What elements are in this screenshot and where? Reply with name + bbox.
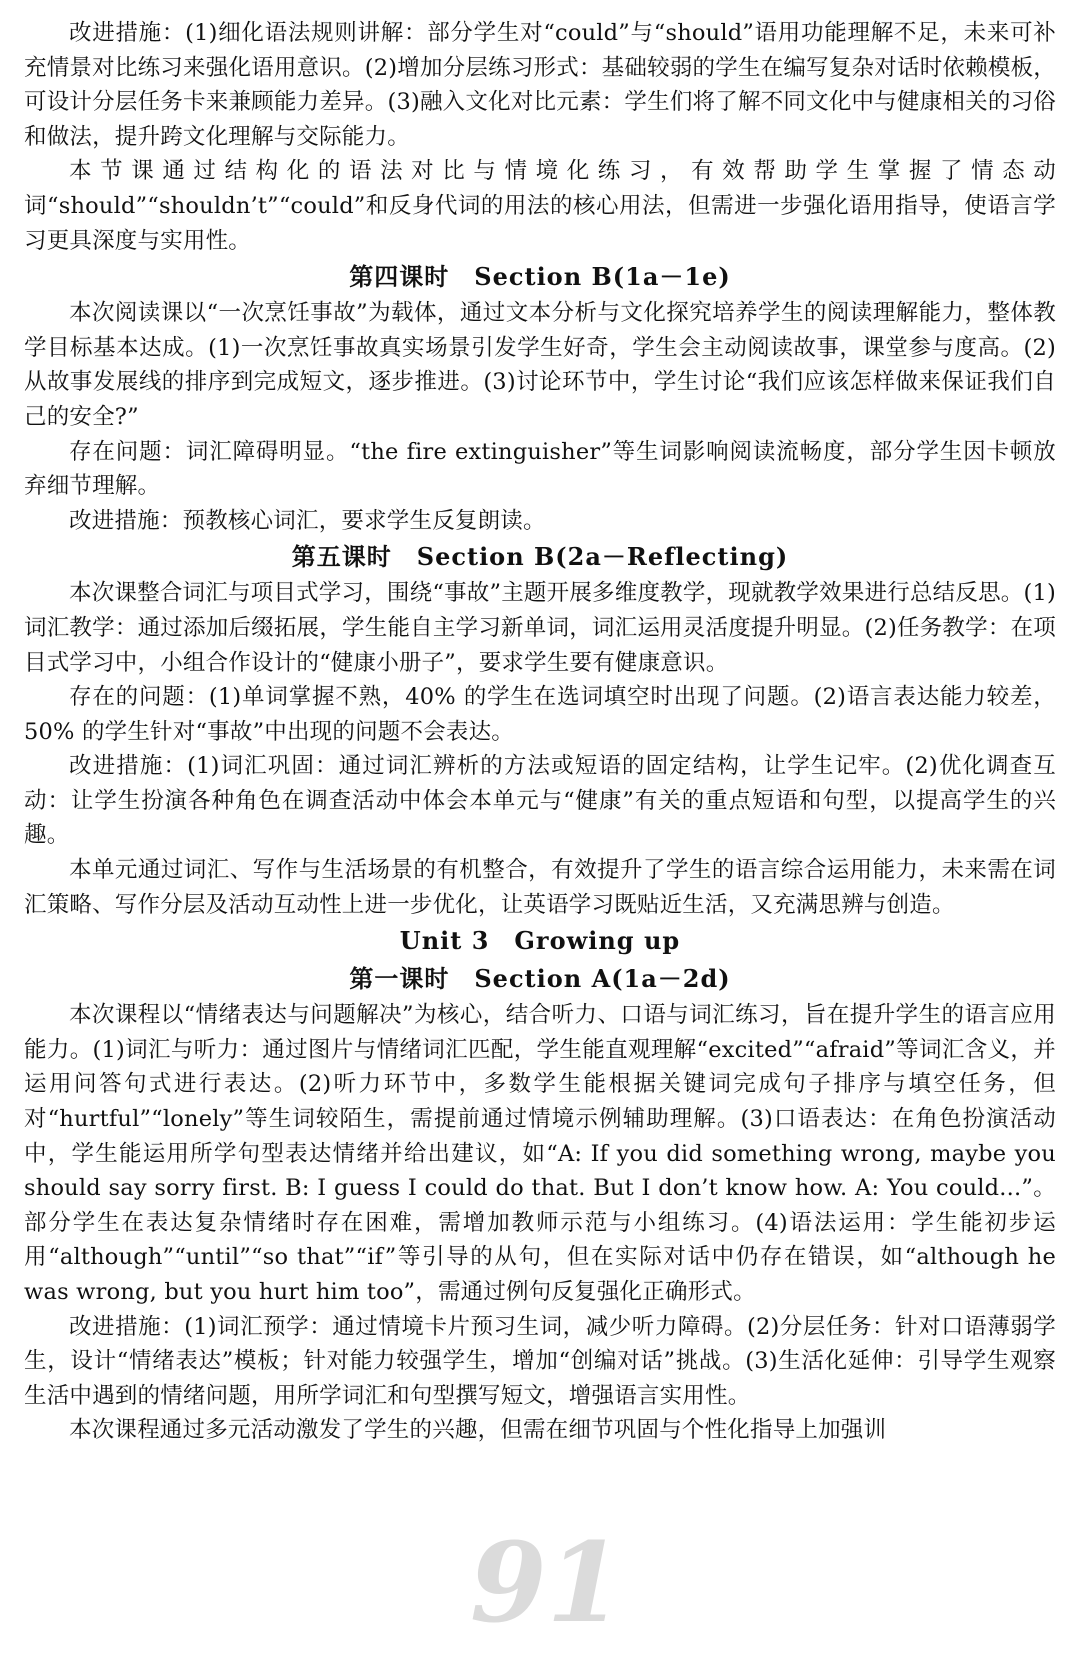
para-unit-3-lesson-1-measures: 改进措施：(1)词汇预学：通过情境卡片预习生词，减少听力障碍。(2)分层任务：针对口语薄弱学生，设计“情绪表达”模板；针对能力较强学生，增加“创编对话”挑战。(3)生活化延伸：引导学生观察生活中遇到的情绪问题，用所学词汇和句型撰写短文，增强语言实用性。 [24,1313,1056,1409]
document-page [24,16,1056,1448]
para-summary-section-a: 本节课通过结构化的语法对比与情境化练习，有效帮助学生掌握了情态动词“should”“shouldn’t”“could”和反身代词的用法的核心用法，但需进一步强化语用指导，使语言学习更具深度与实用性。 [24,158,1056,254]
page-number-watermark: 91 [470,1518,624,1647]
para-lesson-5-intro: 本次课整合词汇与项目式学习，围绕“事故”主题开展多维度教学，现就教学效果进行总结反思。(1)词汇教学：通过添加后缀拓展，学生能自主学习新单词，词汇运用灵活度提升明显。(2)任务教学：在项目式学习中，小组合作设计的“健康小册子”，要求学生要有健康意识。 [24,580,1056,676]
para-unit-summary: 本单元通过词汇、写作与生活场景的有机整合，有效提升了学生的语言综合运用能力，未来需在词汇策略、写作分层及活动互动性上进一步优化，让英语学习既贴近生活，又充满思辨与创造。 [24,857,1056,918]
para-lesson-4-problems: 存在问题：词汇障碍明显。“the fire extinguisher”等生词影响阅读流畅度，部分学生因卡顿放弃细节理解。 [24,438,1056,500]
para-lesson-5-measures: 改进措施：(1)词汇巩固：通过词汇辨析的方法或短语的固定结构，让学生记牢。(2)优化调查互动：让学生扮演各种角色在调查活动中体会本单元与“健康”有关的重点短语和句型，以提高学生的兴趣。 [24,753,1056,849]
heading-unit-3-lesson-1: 第一课时 Section A(1a－2d) [349,964,731,994]
heading-lesson-5: 第五课时 Section B(2a－Reflecting) [291,542,789,572]
para-lesson-5-problems: 存在的问题：(1)单词掌握不熟，40% 的学生在选词填空时出现了问题。(2)语言表达能力较差，50% 的学生针对“事故”中出现的问题不会表达。 [24,684,1056,745]
heading-unit-3: Unit 3 Growing up [399,926,681,956]
para-lesson-4-intro: 本次阅读课以“一次烹饪事故”为载体，通过文本分析与文化探究培养学生的阅读理解能力，整体教学目标基本达成。(1)一次烹饪事故真实场景引发学生好奇，学生会主动阅读故事，课堂参与度高。(2)从故事发展线的排序到完成短文，逐步推进。(3)讨论环节中，学生讨论“我们应该怎样做来保证我们自己的安全?” [24,300,1056,430]
para-improvement-measures-1: 改进措施：(1)细化语法规则讲解：部分学生对“could”与“should”语用功能理解不足，未来可补充情景对比练习来强化语用意识。(2)增加分层练习形式：基础较弱的学生在编写复杂对话时依赖模板，可设计分层任务卡来兼顾能力差异。(3)融入文化对比元素：学生们将了解不同文化中与健康相关的习俗和做法，提升跨文化理解与交际能力。 [24,20,1056,150]
para-unit-3-lesson-1-intro: 本次课程以“情绪表达与问题解决”为核心，结合听力、口语与词汇练习，旨在提升学生的语言应用能力。(1)词汇与听力：通过图片与情绪词汇匹配，学生能直观理解“excited”“afraid”等词汇含义，并运用问答句式进行表达。(2)听力环节中，多数学生能根据关键词完成句子排序与填空任务，但对“hurtful”“lonely”等生词较陌生，需提前通过情境示例辅助理解。(3)口语表达：在角色扮演活动中，学生能运用所学句型表达情绪并给出建议，如“A: If you did something wrong, maybe you should say sorry first. B: I guess I could do that. But I don’t know how. A: You could...”。部分学生在表达复杂情绪时存在困难，需增加教师示范与小组练习。(4)语法运用：学生能初步运用“although”“until”“so that”“if”等引导的从句，但在实际对话中仍存在错误，如“although he was wrong, but you hurt him too”，需通过例句反复强化正确形式。 [24,1002,1056,1305]
para-unit-3-lesson-1-summary: 本次课程通过多元活动激发了学生的兴趣，但需在细节巩固与个性化指导上加强训 [69,1417,887,1444]
para-lesson-4-measures: 改进措施：预教核心词汇，要求学生反复朗读。 [69,507,546,534]
heading-lesson-4: 第四课时 Section B(1a－1e) [349,262,731,292]
